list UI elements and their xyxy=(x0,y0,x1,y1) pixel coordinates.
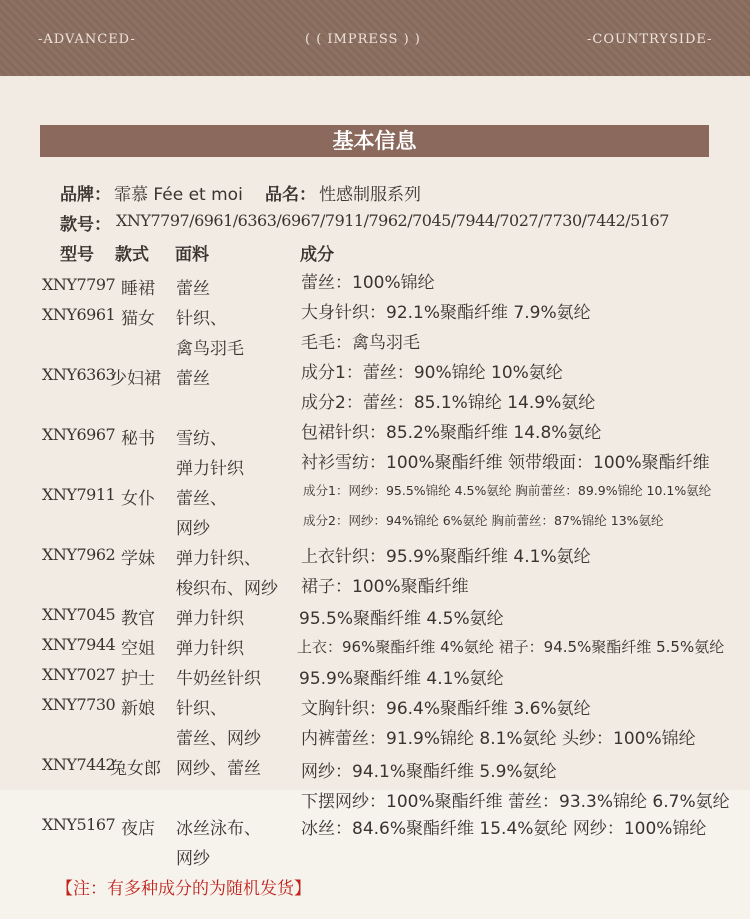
row-style: 空姐 xyxy=(121,639,155,659)
row-composition: 95.9%聚酯纤维 4.1%氨纶 xyxy=(299,669,504,689)
row-fabric: 牛奶丝针织 xyxy=(176,669,261,689)
row-fabric: 蕾丝 xyxy=(176,369,210,389)
row-fabric: 弹力针织、 xyxy=(176,549,261,569)
row-fabric: 雪纺、 xyxy=(176,429,227,449)
header-style: 款式 xyxy=(115,245,149,265)
row-fabric: 蕾丝、网纱 xyxy=(176,729,261,749)
row-fabric: 弹力针织 xyxy=(176,639,244,659)
row-model: XNY6967 xyxy=(42,425,116,444)
row-model: XNY7045 xyxy=(42,605,116,624)
row-composition: 下摆网纱：100%聚酯纤维 蕾丝：93.3%锦纶 6.7%氨纶 xyxy=(301,792,730,812)
row-fabric: 网纱 xyxy=(176,519,210,539)
row-fabric: 蕾丝 xyxy=(176,279,210,299)
row-fabric: 梭织布、网纱 xyxy=(176,579,278,599)
row-model: XNY7027 xyxy=(42,665,116,684)
row-fabric: 蕾丝、 xyxy=(176,489,227,509)
row-style: 护士 xyxy=(121,669,155,689)
row-style: 女仆 xyxy=(121,489,155,509)
header-composition: 成分 xyxy=(300,245,334,265)
row-fabric: 弹力针织 xyxy=(176,459,244,479)
row-style: 学妹 xyxy=(121,549,155,569)
row-style: 新娘 xyxy=(121,699,155,719)
header-banner xyxy=(0,0,750,76)
header-model: 型号 xyxy=(60,245,94,265)
row-composition: 裙子：100%聚酯纤维 xyxy=(301,577,469,597)
row-style: 猫女 xyxy=(121,309,155,329)
row-model: XNY6961 xyxy=(42,305,116,324)
row-model: XNY7944 xyxy=(42,635,116,654)
row-style: 睡裙 xyxy=(121,279,155,299)
row-model: XNY7442 xyxy=(42,755,116,774)
row-composition: 内裤蕾丝：91.9%锦纶 8.1%氨纶 头纱：100%锦纶 xyxy=(301,729,696,749)
banner-left-text: -ADVANCED- xyxy=(38,32,136,47)
row-fabric: 禽鸟羽毛 xyxy=(176,339,244,359)
row-model: XNY7911 xyxy=(42,485,116,504)
row-style: 秘书 xyxy=(121,429,155,449)
model-numbers-value: XNY7797/6961/6363/6967/7911/7962/7045/7944/7027/7730/7442/5167 xyxy=(116,211,669,230)
row-model: XNY7797 xyxy=(42,275,116,294)
product-name-value: 性感制服系列 xyxy=(319,185,421,205)
brand-label: 品牌： xyxy=(60,185,111,205)
row-fabric: 针织、 xyxy=(176,699,227,719)
row-style: 夜店 xyxy=(121,819,155,839)
row-composition: 毛毛：禽鸟羽毛 xyxy=(301,333,420,353)
row-model: XNY5167 xyxy=(42,815,116,834)
row-model: XNY7962 xyxy=(42,545,116,564)
row-style: 少妇裙 xyxy=(110,369,161,389)
row-composition: 文胸针织：96.4%聚酯纤维 3.6%氨纶 xyxy=(301,699,591,719)
banner-right-text: -COUNTRYSIDE- xyxy=(587,32,713,47)
row-style: 兔女郎 xyxy=(110,759,161,779)
banner-center-text: ( ( IMPRESS ) ) xyxy=(305,32,421,47)
row-fabric: 网纱、蕾丝 xyxy=(176,759,261,779)
row-composition: 衬衫雪纺：100%聚酯纤维 领带缎面：100%聚酯纤维 xyxy=(301,453,710,473)
product-name-label: 品名： xyxy=(265,185,316,205)
header-fabric: 面料 xyxy=(175,245,209,265)
section-title: 基本信息 xyxy=(40,125,709,157)
row-composition: 网纱：94.1%聚酯纤维 5.9%氨纶 xyxy=(301,762,557,782)
row-composition: 成分2：蕾丝：85.1%锦纶 14.9%氨纶 xyxy=(301,393,596,413)
row-fabric: 针织、 xyxy=(176,309,227,329)
row-composition: 大身针织：92.1%聚酯纤维 7.9%氨纶 xyxy=(301,303,591,323)
row-composition: 成分2：网纱：94%锦纶 6%氨纶 胸前蕾丝：87%锦纶 13%氨纶 xyxy=(303,513,664,528)
row-fabric: 冰丝泳布、 xyxy=(176,819,261,839)
row-composition: 包裙针织：85.2%聚酯纤维 14.8%氨纶 xyxy=(301,423,602,443)
row-style: 教官 xyxy=(121,609,155,629)
row-fabric: 弹力针织 xyxy=(176,609,244,629)
row-composition: 95.5%聚酯纤维 4.5%氨纶 xyxy=(299,609,504,629)
row-composition: 上衣针织：95.9%聚酯纤维 4.1%氨纶 xyxy=(301,547,591,567)
model-numbers-label: 款号： xyxy=(60,215,111,235)
row-composition: 成分1：蕾丝：90%锦纶 10%氨纶 xyxy=(301,363,563,383)
row-composition: 冰丝：84.6%聚酯纤维 15.4%氨纶 网纱：100%锦纶 xyxy=(301,819,707,839)
row-composition: 蕾丝：100%锦纶 xyxy=(301,273,435,293)
row-composition: 成分1：网纱：95.5%锦纶 4.5%氨纶 胸前蕾丝：89.9%锦纶 10.1%氨纶 xyxy=(303,483,712,498)
row-model: XNY6363 xyxy=(42,365,116,384)
row-composition: 上衣：96%聚酯纤维 4%氨纶 裙子：94.5%聚酯纤维 5.5%氨纶 xyxy=(297,638,725,656)
random-shipment-note: 【注：有多种成分的为随机发货】 xyxy=(56,879,311,899)
brand-value: 霏慕 Fée et moi xyxy=(114,185,243,205)
row-fabric: 网纱 xyxy=(176,849,210,869)
row-model: XNY7730 xyxy=(42,695,116,714)
